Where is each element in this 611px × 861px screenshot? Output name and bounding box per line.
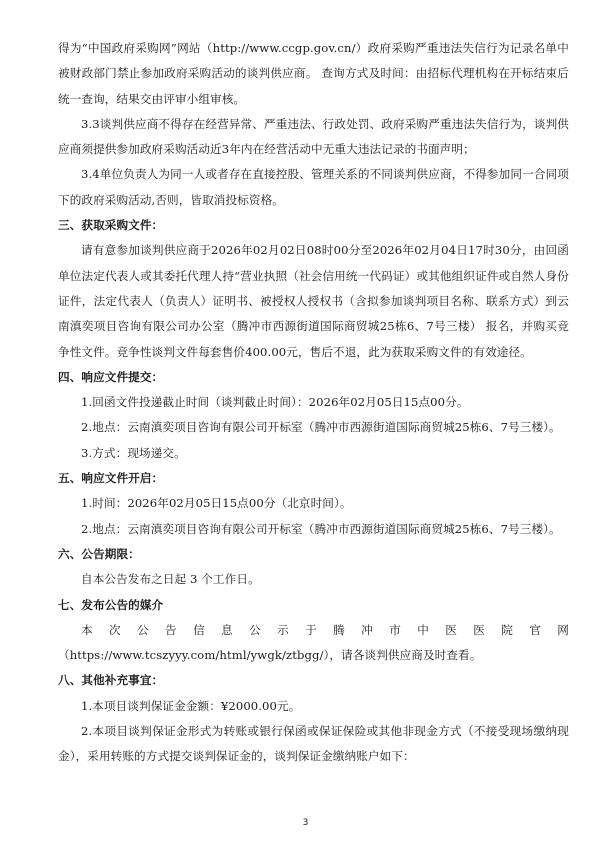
paragraph-opening-location: 2.地点：云南滇奕项目咨询有限公司开标室（腾冲市西源街道国际商贸城25栋6、7号三楼）。 [81,521,561,536]
paragraph-eligibility-query: 得为“中国政府采购网”网站（http://www.ccgp.gov.cn/）政府采购严重违法失信行为记录名单中被财政部门禁止参加政府采购活动的谈判供应商。 查询方式及时间：由招标代理机构在开标结束后统一查询，结果交由评审小组审核。 [58,41,569,106]
paragraph-obtain-documents: 请有意参加谈判供应商于2026年02月02日08时00分至2026年02月04日17时30分，由回函单位法定代表人或其委托代理人持“营业执照（社会信用统一代码证）或其他组织证件或自然人身份证件，法定代表人（负责人）证明书、被授权人授权书（含拟参加谈判项目名称、联系方式）到云南滇奕项目咨询有限公司办公室（腾冲市西源街道国际商贸城25栋6、7号三楼） 报名，并购买竞争性文件。竞争性谈判文件每套售价400.00元，售后不退，此为获取采购文件的有效途径。 [58,243,569,359]
paragraph-3-3: 3.3谈判供应商不得存在经营异常、严重违法、行政处罚、政府采购严重违法失信行为，谈判供应商须提供参加政府采购活动近3年内在经营活动中无重大违法记录的书面声明； [58,116,569,157]
page-number: 3 [302,818,309,828]
section-heading-7: 七、发布公告的媒介 [58,597,164,612]
section-heading-5: 五、响应文件开启： [58,471,164,486]
paragraph-notice-period: 自本公告发布之日起 3 个工作日。 [81,572,260,587]
document-body [58,36,569,770]
paragraph-submission-method: 3.方式：现场递交。 [81,445,186,460]
paragraph-publication-media: 本次公告信息公示于腾冲市中医医院官网（https://www.tcszyyy.com/html/ywgk/ztbgg/），请各谈判供应商及时查看。 [58,622,569,663]
section-heading-6: 六、公告期限： [58,546,140,561]
paragraph-deposit-form: 2.本项目谈判保证金形式为转账或银行保函或保证保险或其他非现金方式（不接受现场缴纳现金），采用转账的方式提交谈判保证金的，谈判保证金缴纳账户如下： [58,724,569,764]
paragraph-deposit-amount: 1.本项目谈判保证金金额：¥2000.00元。 [81,698,301,713]
paragraph-submission-location: 2.地点：云南滇奕项目咨询有限公司开标室（腾冲市西源街道国际商贸城25栋6、7号三楼）。 [81,420,561,435]
paragraph-3-4: 3.4单位负责人为同一人或者存在直接控股、管理关系的不同谈判供应商，不得参加同一合同项下的政府采购活动,否则，皆取消投标资格。 [58,167,569,207]
section-heading-3: 三、获取采购文件： [58,218,164,233]
section-heading-8: 八、其他补充事宜： [58,673,164,688]
paragraph-opening-time: 1.时间：2026年02月05日15点00分（北京时间）。 [81,496,352,511]
paragraph-submission-deadline: 1.回函文件投递截止时间（谈判截止时间）：2026年02月05日15点00分。 [81,395,469,410]
section-heading-4: 四、响应文件提交： [58,369,164,384]
